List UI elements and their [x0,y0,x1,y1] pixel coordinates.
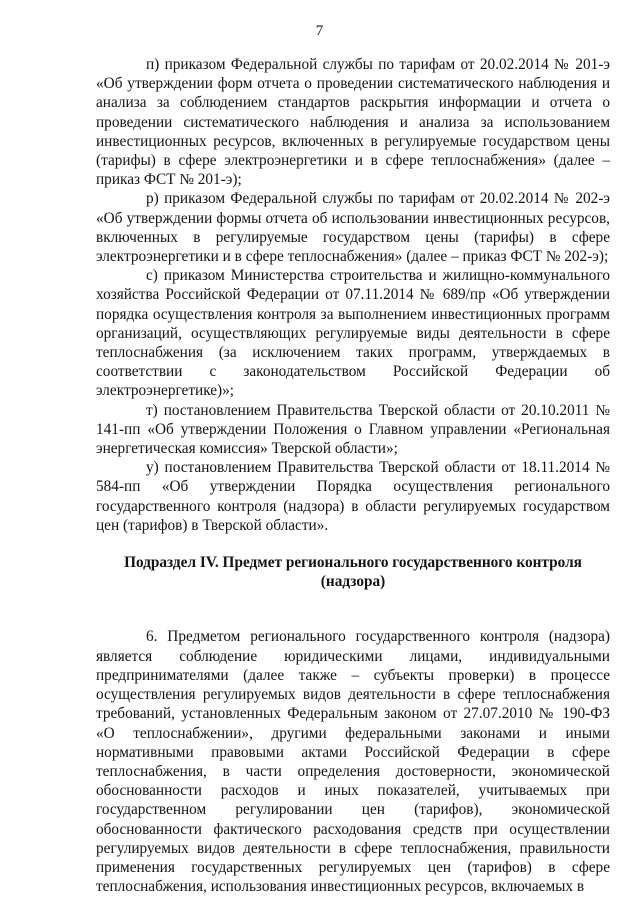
document-body [96,55,610,896]
list-item-s: с) приказом Министерства строительства и жилищно-коммунального хозяйства Российской Федерации от 07.11.2014 № 689/пр «Об утверждении порядка осуществления контроля за выполнением инвестиционных программ организаций, осуществляющих регулируемые виды деятельности в сфере теплоснабжения (за исключением таких программ, утверждаемых в соответствии с законодательством Российской Федерации об электроэнергетике)»; [96,267,610,400]
list-item-u: у) постановлением Правительства Тверской области от 18.11.2014 № 584-пп «Об утверждении Порядка осуществления регионального государственного контроля (надзора) в области регулируемых государством цен (тарифов) в Тверской области». [96,459,610,534]
spacer [96,535,610,553]
paragraph-6: 6. Предметом регионального государственного контроля (надзора) является соблюдение юридическими лицами, индивидуальными предпринимателями (далее также – субъекты проверки) в процессе осуществления регулируемых видов деятельности в сфере теплоснабжения требований, установленных Федеральным законом от 27.07.2010 № 190-ФЗ «О теплоснабжении», другими федеральными законами и иными нормативными правовыми актами Российской Федерации в сфере теплоснабжения, в части определения достоверности, экономической обоснованности расходов и иных показателей, учитываемых при государственном регулировании цен (тарифов), экономической обоснованности фактического расходования средств при осуществлении регулируемых видов деятельности в сфере теплоснабжения, правильности применения государственных регулируемых цен (тарифов) в сфере теплоснабжения, использования инвестиционных ресурсов, включаемых в [96,628,610,896]
list-item-t: т) постановлением Правительства Тверской области от 20.10.2011 № 141-пп «Об утверждении Положения о Главном управлении «Региональная энергетическая комиссия» Тверской области»; [96,401,610,458]
section-heading: Подраздел IV. Предмет регионального государственного контроля (надзора) [124,554,582,591]
list-item-r: р) приказом Федеральной службы по тарифам от 20.02.2014 № 202-э «Об утверждении формы отчета об использовании инвестиционных ресурсов, включенных в регулируемые государством цены (тарифы) в сфере электроэнергетики и в сфере теплоснабжения» (далее – приказ ФСТ № 202-э); [96,190,610,266]
list-item-p: п) приказом Федеральной службы по тарифам от 20.02.2014 № 201-э «Об утверждении форм отчета о проведении систематического наблюдения и анализа за соблюдением стандартов раскрытия информации и отчета о проведении систематического наблюдения и анализа за использованием инвестиционных ресурсов, включенных в регулируемые государством цены (тарифы) в сфере электроэнергетики и в сфере теплоснабжения» (далее – приказ ФСТ № 201-э); [96,56,610,189]
page-number: 7 [315,23,324,39]
spacer [96,591,610,627]
